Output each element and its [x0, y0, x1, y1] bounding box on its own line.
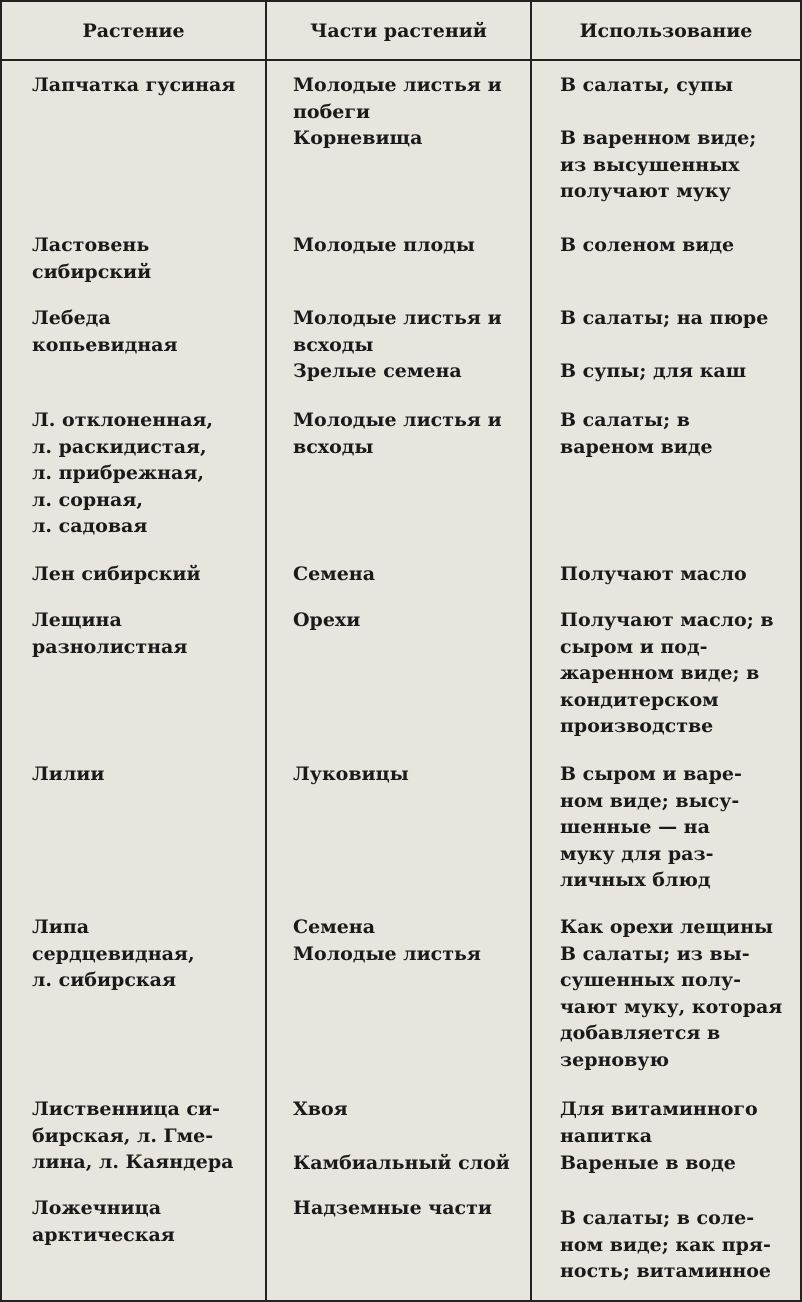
plant-use: Как орехи лещины В салаты; из вы- сушенных полу- чают муку, которая добавляется в зерновую: [560, 916, 783, 1071]
plant-parts: Корневища: [293, 127, 423, 149]
plant-name: Лен сибирский: [32, 563, 201, 585]
header-plant: Растение: [82, 19, 185, 42]
column-divider: [265, 2, 267, 1300]
plant-parts: Зрелые семена: [293, 360, 462, 382]
header-parts: Части растений: [310, 19, 487, 42]
plant-use: В салаты; в соле- ном виде; как пря- ность; витаминное: [560, 1207, 771, 1282]
plant-use: В салаты; в вареном виде: [560, 409, 713, 458]
plant-name: Лебеда копьевидная: [32, 307, 178, 356]
plant-use: В супы; для каш: [560, 360, 747, 382]
plant-parts: Молодые листья и всходы: [293, 409, 502, 458]
plant-name: Лапчатка гусиная: [32, 74, 236, 96]
plant-use: В салаты; на пюре: [560, 307, 769, 329]
plant-parts: Луковицы: [293, 763, 409, 785]
plant-name: Лилии: [32, 763, 105, 785]
plant-use: В варенном виде; из высушенных получают муку: [560, 127, 757, 202]
plant-use: В салаты, супы: [560, 74, 733, 96]
plant-use: В сыром и варе- ном виде; высу- шенные — на муку для раз- личных блюд: [560, 763, 742, 891]
plant-use: Получают масло; в сыром и под- жаренном виде; в кондитерском производстве: [560, 609, 774, 737]
plant-use: Для витаминного напитка: [560, 1098, 758, 1147]
plant-parts: Орехи: [293, 609, 361, 631]
plant-name: Липа сердцевидная, л. сибирская: [32, 916, 195, 991]
plant-name: Лещина разнолистная: [32, 609, 188, 658]
plant-name: Ложечница арктическая: [32, 1197, 175, 1246]
plant-parts: Семена Молодые листья: [293, 916, 481, 965]
plant-parts: Камбиальный слой: [293, 1152, 510, 1174]
plant-use: Получают масло: [560, 563, 747, 585]
plant-name: Л. отклоненная, л. раскидистая, л. прибрежная, л. сорная, л. садовая: [32, 409, 214, 537]
header-use: Использование: [579, 19, 753, 42]
plant-parts: Молодые листья и всходы: [293, 307, 502, 356]
plant-name: Ластовень сибирский: [32, 234, 152, 283]
plant-parts: Семена: [293, 563, 376, 585]
plant-parts: Надземные части: [293, 1197, 492, 1219]
plant-name: Лиственница си- бирская, л. Гме- лина, л. Каяндера: [32, 1098, 234, 1173]
plant-use: В соленом виде: [560, 234, 735, 256]
plant-parts: Молодые листья и побеги: [293, 74, 502, 123]
plant-parts: Хвоя: [293, 1098, 348, 1120]
header-divider: [2, 59, 800, 61]
plant-parts: Молодые плоды: [293, 234, 475, 256]
plant-use: Вареные в воде: [560, 1152, 736, 1174]
column-divider: [530, 2, 532, 1300]
